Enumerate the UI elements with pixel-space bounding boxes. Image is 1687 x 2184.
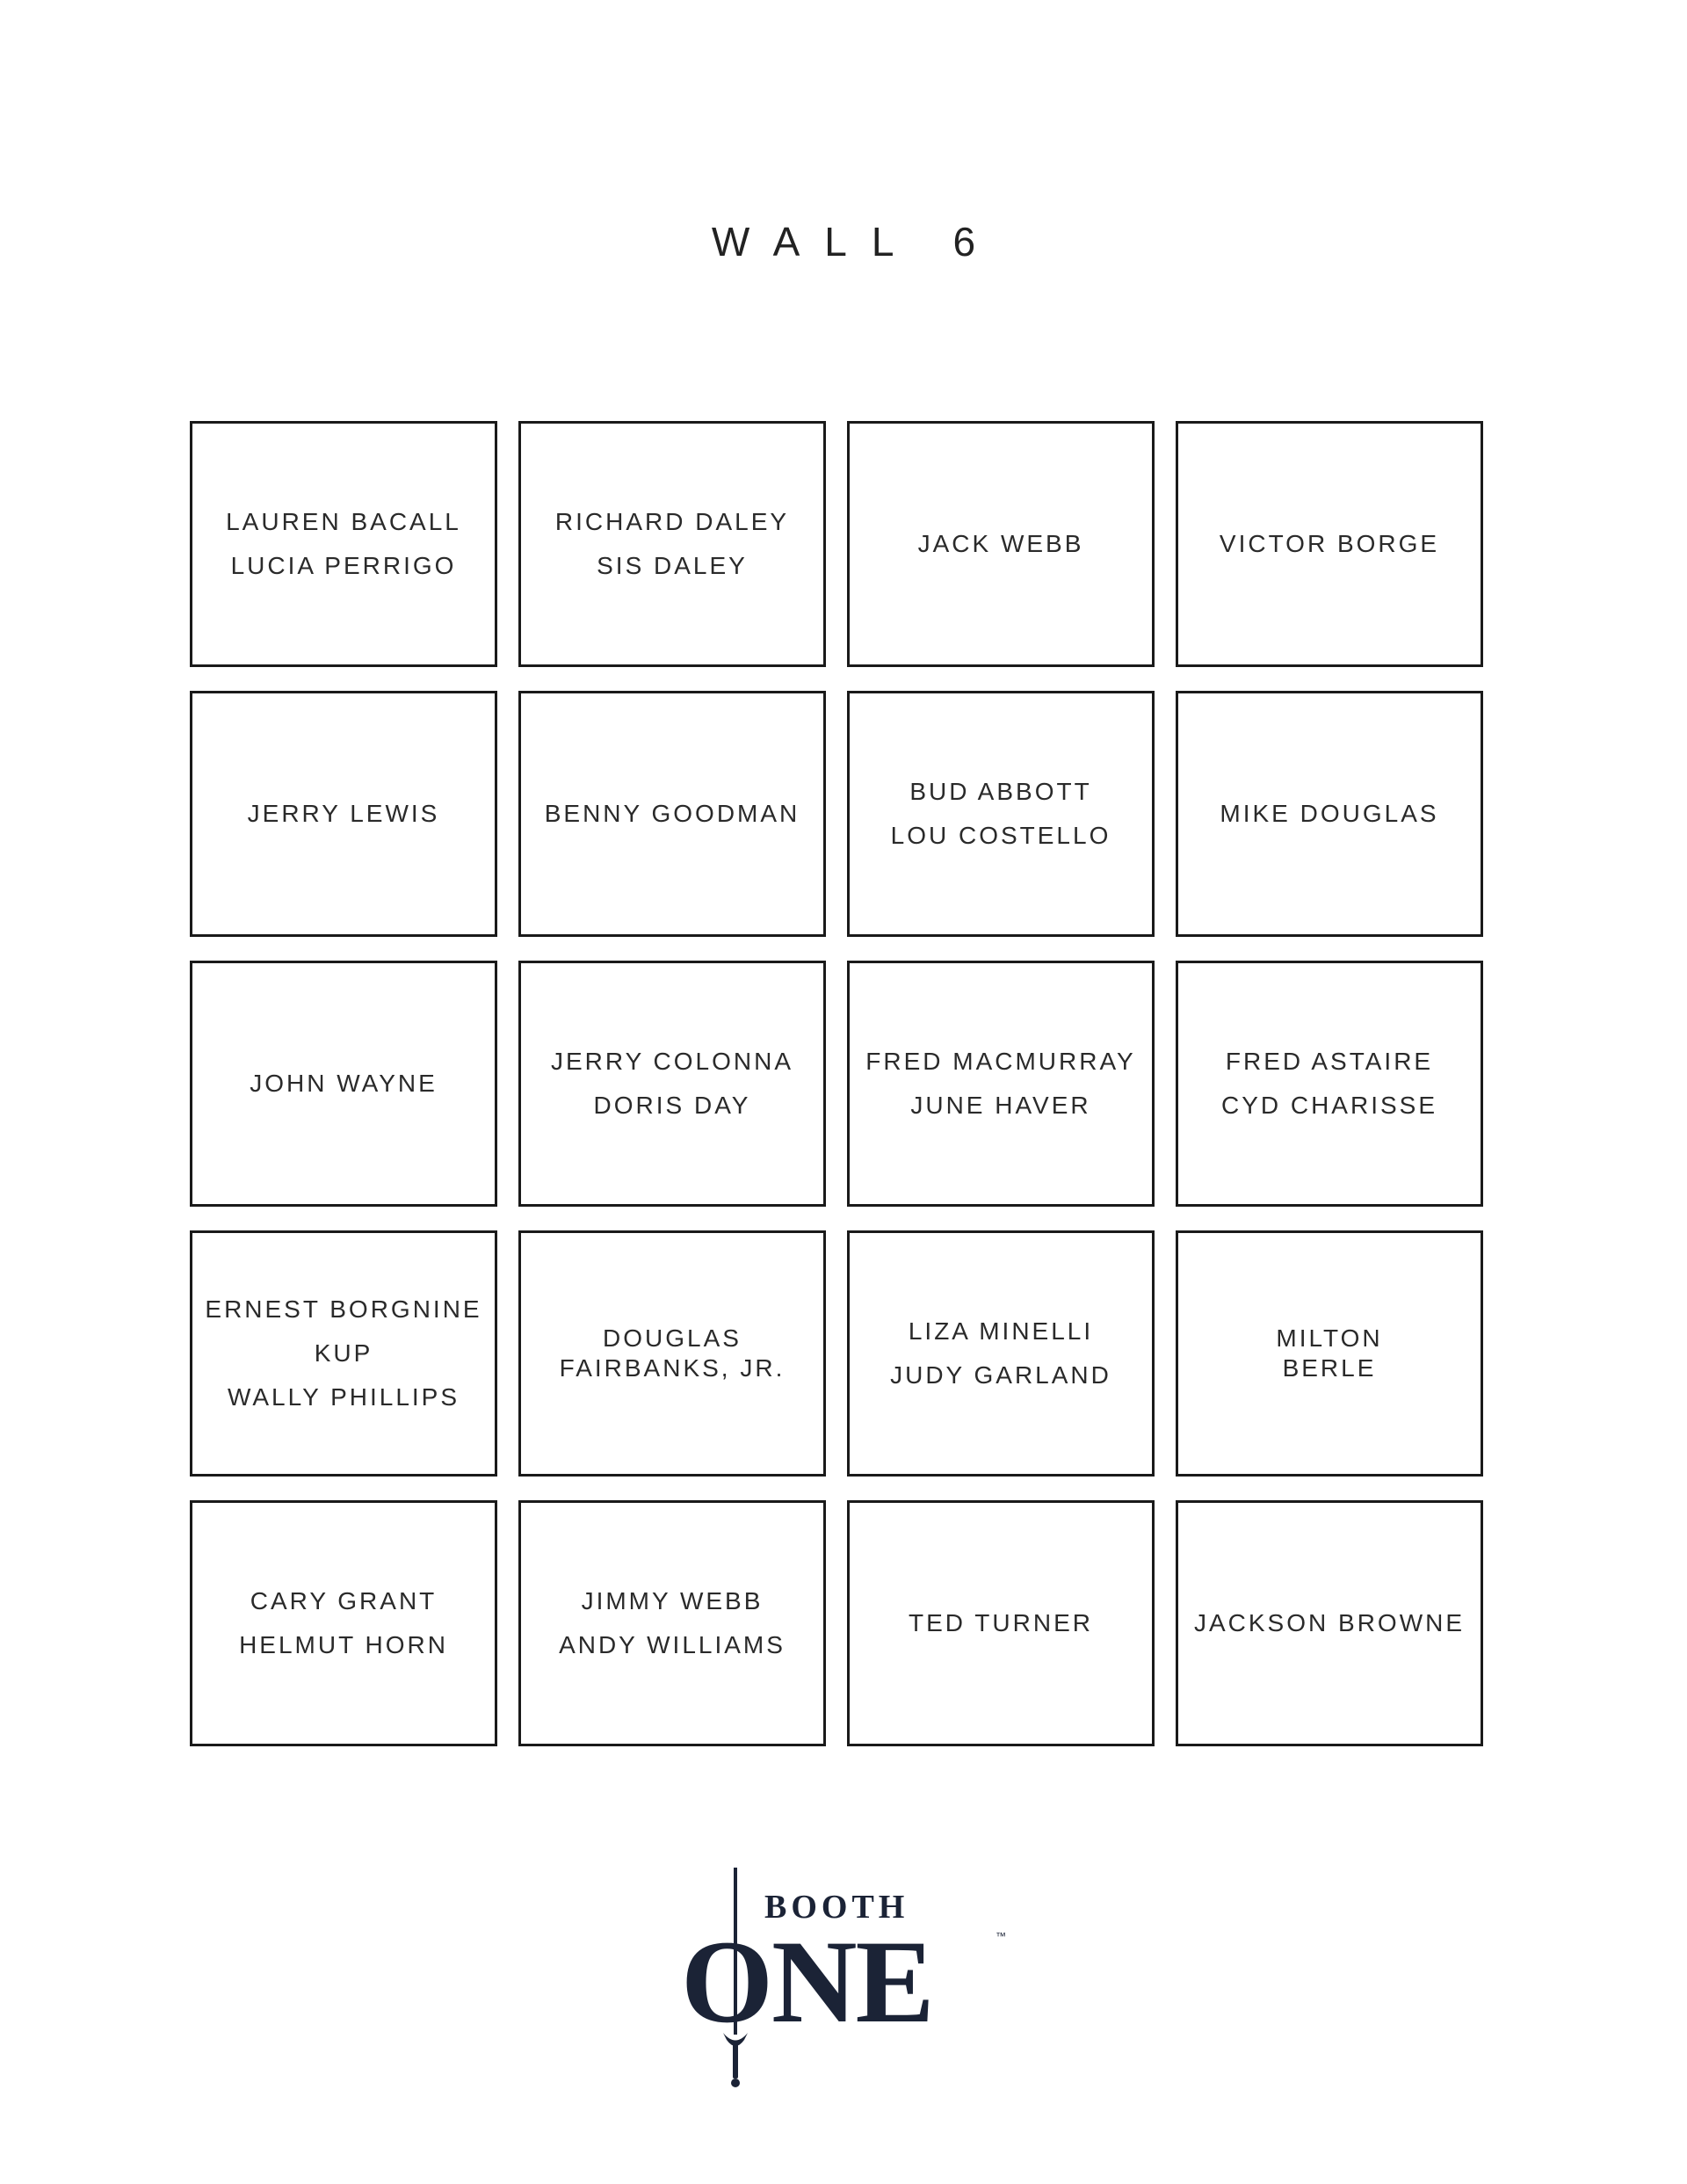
seat-box [518,961,826,1207]
seat-name: ANDY WILLIAMS [559,1631,786,1658]
seat-name: JERRY COLONNA [550,1048,794,1075]
seat-box [190,421,497,667]
seat-name: ERNEST BORGNINE [205,1295,482,1323]
seat-name: HELMUT HORN [239,1631,448,1658]
seat-name: MILTON BERLE [1276,1324,1383,1382]
seat-name: WALLY PHILLIPS [227,1383,460,1411]
seat-name: CARY GRANT [250,1587,438,1614]
logo-trademark: ™ [996,1930,1006,1942]
seat-box [1176,1500,1483,1746]
seat-name: FRED MACMURRAY [865,1048,1136,1075]
seat-name: CYD CHARISSE [1220,1092,1438,1119]
seat-box [190,1230,497,1477]
seat-name: LAUREN BACALL [226,508,461,535]
seat-name: JIMMY WEBB [581,1587,764,1614]
logo-top-word: BOOTH [764,1889,909,1926]
seat-name: MIKE DOUGLAS [1220,800,1439,827]
seat-box [190,691,497,937]
seat-box [847,691,1155,937]
seat-box [1176,691,1483,937]
seating-grid [190,421,1483,1746]
seat-name: SIS DALEY [597,552,748,579]
seat-box [1176,961,1483,1207]
booth-one-logo [681,1868,1015,2092]
seat-name: LUCIA PERRIGO [230,552,457,579]
page-title: WALL 6 [711,219,1001,265]
seat-name: DORIS DAY [593,1092,751,1119]
seat-box [847,1230,1155,1477]
seat-name: DOUGLAS FAIRBANKS, JR. [559,1324,786,1382]
seat-name: JACK WEBB [917,530,1084,557]
seat-name: VICTOR BORGE [1219,530,1440,557]
seat-name: JERRY LEWIS [247,800,440,827]
seat-box [847,961,1155,1207]
seat-name: KUP [314,1339,373,1367]
seat-box [1176,421,1483,667]
seat-name: TED TURNER [909,1609,1093,1636]
logo-sword-grip [733,2043,738,2079]
seat-box [518,691,826,937]
seat-name: LOU COSTELLO [890,822,1111,849]
seat-name: FRED ASTAIRE [1225,1048,1434,1075]
seat-name: JUDY GARLAND [890,1361,1111,1389]
seat-name: BUD ABBOTT [909,778,1092,805]
seat-name: JUNE HAVER [910,1092,1091,1119]
logo-main-word: ONE [681,1917,933,2048]
seat-box [190,1500,497,1746]
seat-box [1176,1230,1483,1477]
seat-name: LIZA MINELLI [908,1317,1094,1345]
logo-sword-pommel [731,2079,740,2087]
seat-box [518,421,826,667]
seat-name: JOHN WAYNE [250,1070,438,1097]
seat-box [518,1500,826,1746]
seat-name: BENNY GOODMAN [544,800,800,827]
seat-box [190,961,497,1207]
seat-box [518,1230,826,1477]
seat-box [847,421,1155,667]
seat-box [847,1500,1155,1746]
seat-name: RICHARD DALEY [554,508,790,535]
seat-name: JACKSON BROWNE [1193,1609,1466,1636]
